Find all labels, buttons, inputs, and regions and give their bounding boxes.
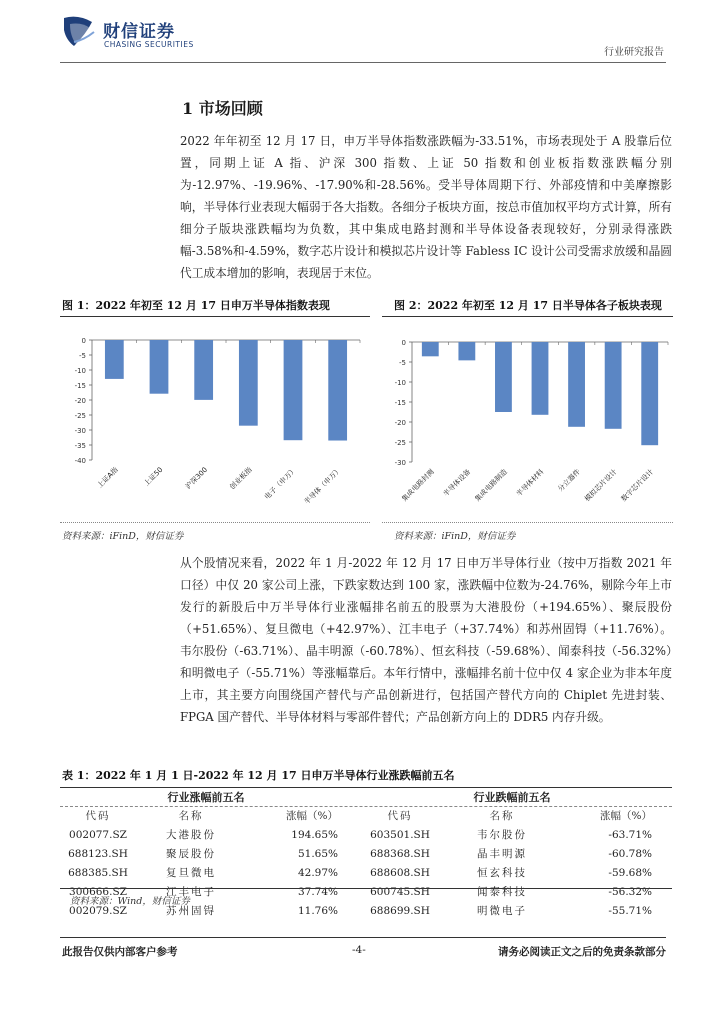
col-code: 代码 [387,810,413,822]
table-row [60,825,672,844]
table-caption: 表 1：2022 年 1 月 1 日-2022 年 12 月 17 日申万半导体行业涨跌幅前五名 [62,769,455,782]
table-column-header [60,806,672,825]
cell-name: 韦尔股份 [477,829,527,841]
footer-rule [60,937,666,938]
x-tick-label: 半导体设备 [441,467,473,499]
cell-name: 聚辰股份 [166,848,216,860]
y-tick-label: 0 [401,339,406,347]
bar [422,342,439,356]
cell-pct: -63.71% [608,828,652,841]
table-row [60,863,672,882]
cell-code: 688608.SH [370,866,430,879]
bar [150,340,169,394]
cell-pct: 51.65% [297,847,338,860]
y-tick-label: -35 [74,442,86,450]
y-tick-label: -20 [74,397,86,405]
y-tick-label: -20 [394,419,406,427]
table-row [60,844,672,863]
bar [641,342,658,445]
cell-name: 复旦微电 [166,867,216,879]
col-name: 名称 [489,810,515,822]
paragraph-market-review: 2022 年年初至 12 月 17 日，申万半导体指数涨跌幅为-33.51%，市场表现处于 A 股靠后位置，同期上证 A 指、沪深 300 指数、上证 50 指数和创业板指数涨跌幅分别为-12.97%、-19.96%、-17.90%和-28.56%。受半导体周期下行、外部疫情和中美摩擦影响，半导体行业表现大幅弱于各大指数。各细分子板块方面，按总市值加权平均方式计算，所有细分子版块涨跌幅均为负数，其中集成电路封测和半导体设备表现较好，分别录得涨跌幅-3.58%和-4.59%，数字芯片设计和模拟芯片设计等 Fabless IC 设计公司受需求放缓和晶圆代工成本增加的影响，表现居于末位。 [180,134,672,280]
y-tick-label: 0 [81,337,86,345]
y-tick-label: -5 [79,352,86,360]
bar [532,342,549,415]
cell-code: 603501.SH [370,828,430,841]
cell-pct: 11.76% [297,904,338,917]
logo-name-en: CHASING SECURITIES [104,40,194,49]
cell-pct: 194.65% [291,828,338,841]
page-number: -4- [352,944,366,956]
cell-code: 300666.SZ [69,885,127,898]
cell-code: 600745.SH [370,885,430,898]
x-tick-label: 电子（申万） [263,465,299,502]
report-type: 行业研究报告 [604,47,664,58]
table-group-header [60,788,672,806]
x-tick-label: 半导体材料 [515,467,546,499]
table-bottom-rule [60,888,672,889]
figure2-source: 资料来源：iFinD，财信证券 [394,531,516,542]
figure1-source: 资料来源：iFinD，财信证券 [62,531,184,542]
y-tick-label: -10 [394,379,406,387]
col-code: 代码 [85,810,111,822]
chart-subsector-performance [382,320,673,520]
y-tick-label: -25 [74,412,86,420]
cell-code: 688123.SH [68,847,128,860]
cell-name: 大港股份 [166,829,216,841]
chart-index-performance [60,320,370,520]
bar [605,342,622,429]
col-name: 名称 [178,810,204,822]
bar [284,340,303,440]
cell-name: 晶丰明源 [477,848,527,860]
bar [568,342,585,427]
x-tick-label: 分立器件 [556,467,582,494]
y-tick-label: -10 [74,367,86,375]
figure1-caption: 图 1：2022 年初至 12 月 17 日申万半导体指数表现 [62,299,330,312]
cell-pct: 37.74% [297,885,338,898]
x-tick-label: 数字芯片设计 [619,467,656,504]
x-tick-label: 创业板指 [228,465,254,492]
figure2-top-rule [382,316,673,317]
y-tick-label: -40 [74,457,86,465]
cell-name: 闻泰科技 [477,886,527,898]
table-source: 资料来源：Wind，财信证券 [70,896,190,907]
figure1-bottom-rule [60,522,370,523]
cell-pct: -59.68% [608,866,652,879]
bar [239,340,258,426]
x-tick-label: 模拟芯片设计 [583,467,619,504]
y-tick-label: -15 [74,382,86,390]
cell-pct: -60.78% [608,847,652,860]
x-tick-label: 上证A指 [95,465,120,490]
section-title: 1 市场回顾 [182,99,263,118]
bar [194,340,213,400]
x-tick-label: 集成电路制造 [473,467,509,504]
figure2-bottom-rule [382,522,673,523]
x-tick-label: 集成电路封测 [400,467,436,504]
cell-pct: -56.32% [608,885,652,898]
y-tick-label: -30 [74,427,86,435]
bar [105,340,124,379]
bar [495,342,512,412]
cell-code: 688368.SH [370,847,430,860]
bar [458,342,475,360]
cell-code: 002079.SZ [69,904,127,917]
logo-name-cn: 财信证券 [103,22,175,42]
cell-name: 江丰电子 [166,886,216,898]
group-losers: 行业跌幅前五名 [473,791,551,804]
x-tick-label: 沪深300 [184,465,210,491]
header-rule [60,62,666,63]
y-tick-label: -5 [399,359,406,367]
cell-code: 688699.SH [370,904,430,917]
cell-pct: -55.71% [608,904,652,917]
footer-notice: 请务必阅读正文之后的免责条款部分 [498,946,666,958]
x-tick-label: 上证50 [142,465,165,488]
footer-disclaimer: 此报告仅供内部客户参考 [62,946,178,958]
cell-name: 恒玄科技 [477,867,527,879]
figure1-top-rule [60,316,370,317]
cell-name: 苏州固锝 [166,905,216,917]
y-tick-label: -15 [394,399,406,407]
x-tick-label: 半导体（申万） [302,465,344,507]
group-gainers: 行业涨幅前五名 [167,791,245,804]
cell-code: 002077.SZ [69,828,127,841]
y-tick-label: -30 [394,459,406,467]
cell-code: 688385.SH [68,866,128,879]
col-pct: 涨幅（%） [600,810,652,822]
figure2-caption: 图 2：2022 年初至 12 月 17 日半导体各子板块表现 [394,299,662,312]
col-pct: 涨幅（%） [286,810,338,822]
paragraph-stock-review: 从个股情况来看，2022 年 1 月-2022 年 12 月 17 日申万半导体行业（按中万指数 2021 年口径）中仅 20 家公司上涨，下跌家数达到 100 家，涨跌幅中位数为-24.76%，剔除今年上市发行的新股后中万半导体行业涨幅排名前五的股票为大港股份（+194.65%）、聚辰股份（+51.65%）、复旦微电（+42.97%）、江丰电子（+37.74%）和苏州固锝（+11.76%）。韦尔股份（-63.71%）、晶丰明源（-60.78%）、恒玄科技（-59.68%）、闻泰科技（-56.32%）和明微电子（-55.71%）等涨幅靠后。本年行情中，涨幅排名前十位中仅 4 家企业为非本年度上市，其主要方向围绕国产替代与产品创新进行，包括国产替代方向的 Chiplet 先进封装、FPGA 国产替代、半导体材料与零部件替代；产品创新方向上的 DDR5 内存升级。 [180,556,672,724]
cell-name: 明微电子 [477,905,527,917]
cell-pct: 42.97% [297,866,338,879]
y-tick-label: -25 [394,439,406,447]
bar [328,340,347,441]
